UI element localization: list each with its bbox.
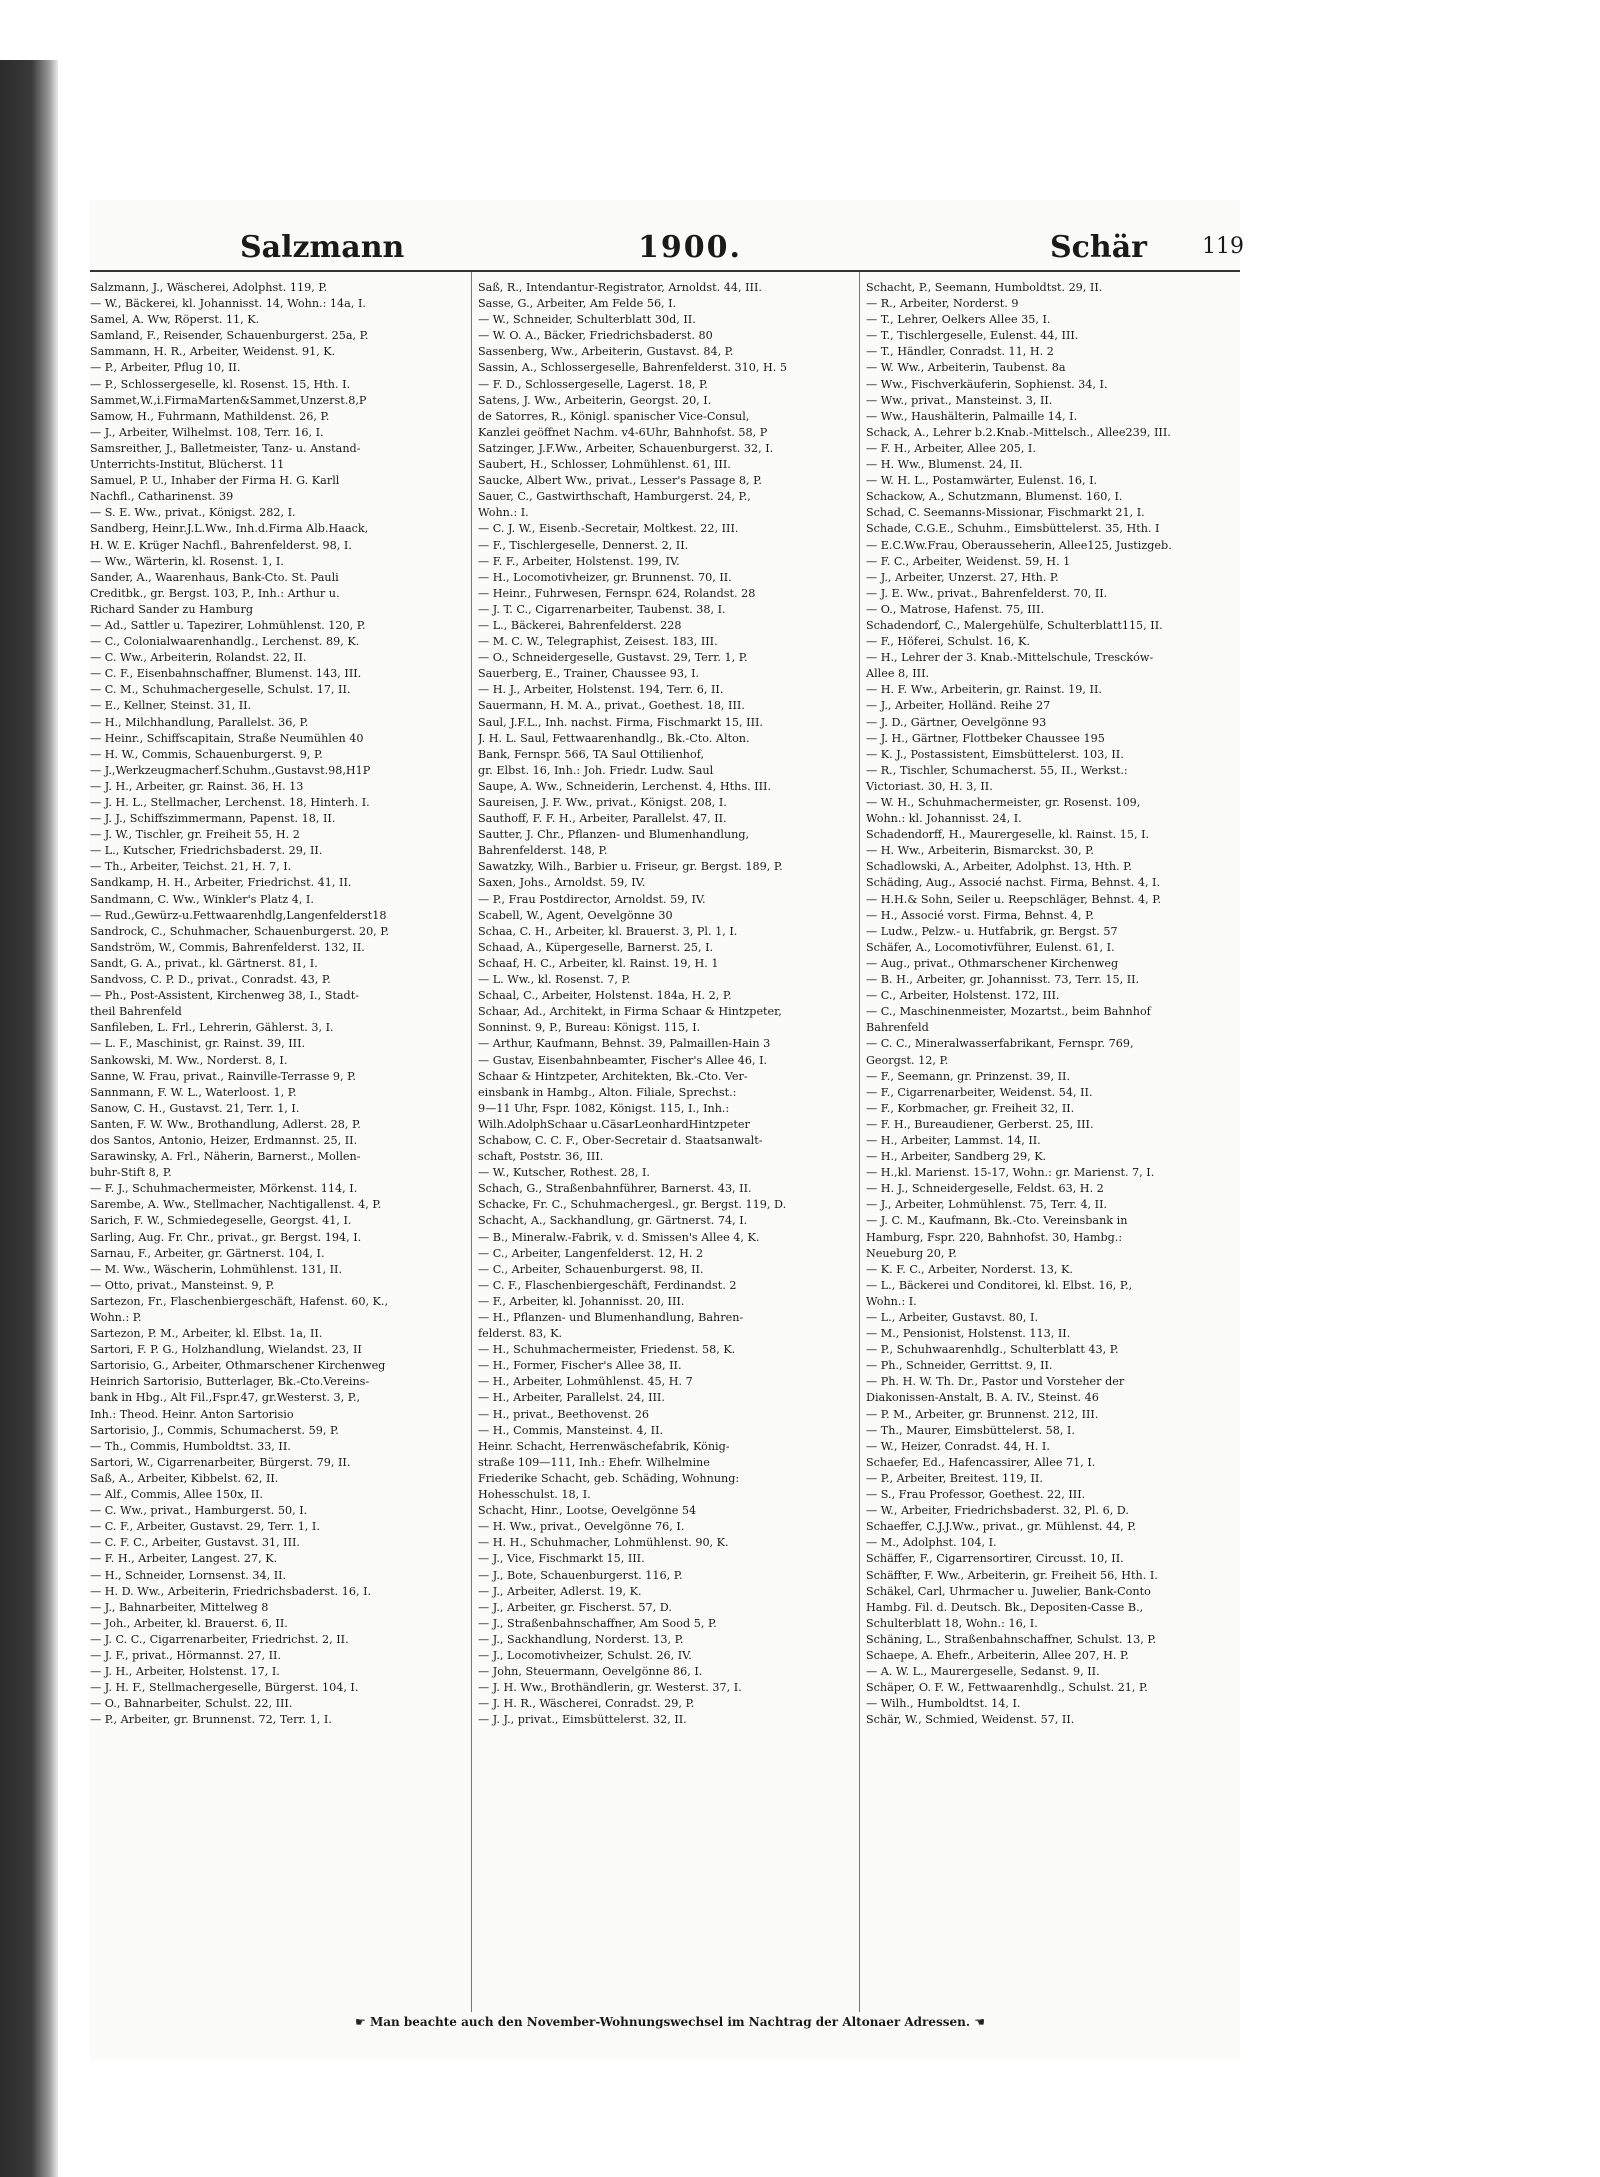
directory-entry: Wilh.AdolphSchaar u.CäsarLeonhardHintzpeter — [478, 1117, 750, 1131]
directory-entry: Sandkamp, H. H., Arbeiter, Friedrichst. 41, II. — [90, 876, 352, 890]
directory-entry: — P., Frau Postdirector, Arnoldst. 59, IV. — [478, 892, 706, 906]
directory-entry: Schulterblatt 18, Wohn.: 16, I. — [866, 1616, 1038, 1630]
directory-entry: — H., Pflanzen- und Blumenhandlung, Bahren- — [478, 1311, 744, 1324]
directory-entry: — H. Ww., privat., Oevelgönne 76, I. — [478, 1520, 685, 1534]
directory-entry: Heinrich Sartorisio, Butterlager, Bk.-Cto.Vereins- — [90, 1375, 370, 1389]
header-year: 1900. — [638, 230, 742, 265]
directory-entry: — J. W., Tischler, gr. Freiheit 55, H. 2 — [90, 828, 300, 842]
header-left-keyword: Salzmann — [240, 230, 405, 265]
directory-entry: — E.C.Ww.Frau, Oberausseherin, Allee125, Justizgeb. — [866, 538, 1172, 552]
directory-entry: Diakonissen-Anstalt, B. A. IV., Steinst. 46 — [866, 1391, 1099, 1405]
directory-entry: — C. F. C., Arbeiter, Gustavst. 31, III. — [90, 1536, 300, 1550]
directory-entry: — C., Maschinenmeister, Mozartst., beim Bahnhof — [866, 1005, 1151, 1019]
directory-entry: Sammann, H. R., Arbeiter, Weidenst. 91, K. — [90, 345, 336, 359]
directory-entry: — S., Frau Professor, Goethest. 22, III. — [866, 1488, 1086, 1502]
directory-entry: Schäding, Aug., Associé nachst. Firma, Behnst. 4, I. — [866, 876, 1161, 890]
directory-entry: — J.,Werkzeugmacherf.Schuhm.,Gustavst.98,H1P — [90, 763, 371, 777]
directory-entry: — Ww., privat., Mansteinst. 3, II. — [866, 393, 1053, 407]
directory-entry: Sartezon, P. M., Arbeiter, kl. Elbst. 1a, II. — [90, 1327, 323, 1341]
directory-entry: — C., Arbeiter, Schauenburgerst. 98, II. — [478, 1262, 704, 1276]
directory-entry: Schäper, O. F. W., Fettwaarenhdlg., Schulst. 21, P. — [866, 1681, 1148, 1695]
directory-entry: bank in Hbg., Alt Fil.,Fspr.47, gr.Westerst. 3, P., — [90, 1391, 361, 1405]
directory-entry: — J. D., Gärtner, Oevelgönne 93 — [866, 715, 1047, 729]
directory-entry: Samel, A. Ww, Röperst. 11, K. — [90, 313, 260, 327]
directory-entry: — Rud.,Gewürz-u.Fettwaarenhdlg,Langenfelderst18 — [90, 908, 387, 922]
directory-entry: Sassin, A., Schlossergeselle, Bahrenfelderst. 310, H. 5 — [478, 361, 787, 375]
directory-entry: Schaefer, Ed., Hafencassirer, Allee 71, I. — [866, 1455, 1096, 1469]
directory-entry: — H. D. Ww., Arbeiterin, Friedrichsbaderst. 16, I. — [90, 1584, 372, 1598]
directory-entry: — H. F. Ww., Arbeiterin, gr. Rainst. 19, II. — [866, 683, 1102, 697]
pointing-hand-icon: ☚ — [974, 2015, 985, 2029]
directory-entry: Georgst. 12, P. — [866, 1053, 949, 1067]
directory-entry: Sannmann, F. W. L., Waterloost. 1, P. — [90, 1085, 297, 1099]
directory-entry: H. W. E. Krüger Nachfl., Bahrenfelderst. 98, I. — [90, 538, 352, 552]
directory-entry: — Heinr., Fuhrwesen, Fernspr. 624, Rolandst. 28 — [478, 586, 756, 600]
directory-entry: — P., Arbeiter, Pflug 10, II. — [90, 361, 241, 375]
address-column-3 — [866, 280, 1238, 1728]
directory-entry: — C. F., Flaschenbiergeschäft, Ferdinandst. 2 — [478, 1278, 737, 1292]
directory-entry: Schäfer, A., Locomotivführer, Eulenst. 61, I. — [866, 940, 1115, 954]
directory-entry: — J., Arbeiter, gr. Fischerst. 57, D. — [478, 1600, 672, 1614]
directory-entry: Bahrenfelderst. 148, P. — [478, 844, 608, 858]
directory-entry: — J. C. M., Kaufmann, Bk.-Cto. Vereinsbank in — [866, 1214, 1128, 1228]
directory-entry: Saupe, A. Ww., Schneiderin, Lerchenst. 4, Hths. III. — [478, 779, 772, 793]
directory-entry: Wohn.: I. — [478, 506, 529, 520]
directory-entry: Saul, J.F.L., Inh. nachst. Firma, Fischmarkt 15, III. — [478, 715, 763, 729]
directory-entry: Sammet,W.,i.FirmaMarten&Sammet,Unzerst.8,P — [90, 393, 367, 407]
directory-entry: Sartorisio, J., Commis, Schumacherst. 59, P. — [90, 1423, 339, 1437]
directory-entry: Allee 8, III. — [866, 667, 930, 681]
directory-entry: — J., Bote, Schauenburgerst. 116, P. — [478, 1568, 683, 1582]
directory-entry: Sauthoff, F. F. H., Arbeiter, Parallelst. 47, II. — [478, 812, 727, 826]
directory-entry: Sartorisio, G., Arbeiter, Othmarschener Kirchenweg — [90, 1359, 386, 1373]
directory-entry: Saubert, H., Schlosser, Lohmühlenst. 61, III. — [478, 458, 731, 472]
directory-entry: 9—11 Uhr, Fspr. 1082, Königst. 115, I., Inh.: — [478, 1101, 730, 1115]
directory-entry: — F., Cigarrenarbeiter, Weidenst. 54, II. — [866, 1085, 1093, 1099]
directory-entry: — Ph., Post-Assistent, Kirchenweg 38, I., Stadt- — [90, 989, 359, 1003]
directory-entry: — L., Bäckerei und Conditorei, kl. Elbst. 16, P., — [866, 1278, 1133, 1292]
directory-entry: — J., Bahnarbeiter, Mittelweg 8 — [90, 1600, 269, 1614]
page-footer-note — [170, 2015, 1170, 2029]
directory-entry: Unterrichts-Institut, Blücherst. 11 — [90, 458, 285, 472]
directory-entry: Sauer, C., Gastwirthschaft, Hamburgerst. 24, P., — [478, 490, 751, 504]
directory-entry: Satzinger, J.F.Ww., Arbeiter, Schauenburgerst. 32, I. — [478, 441, 774, 455]
directory-entry: — W. Ww., Arbeiterin, Taubenst. 8a — [866, 361, 1066, 375]
directory-entry: Heinr. Schacht, Herrenwäschefabrik, König- — [478, 1439, 730, 1453]
directory-entry: — T., Händler, Conradst. 11, H. 2 — [866, 345, 1054, 359]
directory-entry: — J. F., privat., Hörmannst. 27, II. — [90, 1648, 282, 1662]
directory-entry: — J., Arbeiter, Holländ. Reihe 27 — [866, 699, 1051, 713]
directory-entry: Sarembe, A. Ww., Stellmacher, Nachtigallenst. 4, P. — [90, 1198, 382, 1212]
directory-entry: Saucke, Albert Ww., privat., Lesser's Passage 8, P. — [478, 474, 762, 488]
scan-top-margin — [0, 0, 1600, 60]
directory-entry: Bank, Fernspr. 566, TA Saul Ottilienhof, — [478, 747, 705, 761]
directory-entry: — M. C. W., Telegraphist, Zeisest. 183, III. — [478, 635, 718, 649]
directory-entry: — Ludw., Pelzw.- u. Hutfabrik, gr. Bergst. 57 — [866, 924, 1118, 938]
directory-entry: Victoriast. 30, H. 3, II. — [866, 779, 993, 793]
directory-entry: — W., Schneider, Schulterblatt 30d, II. — [478, 313, 696, 327]
directory-entry: Schäffter, F. Ww., Arbeiterin, gr. Freiheit 56, Hth. I. — [866, 1568, 1158, 1582]
directory-entry: Scabell, W., Agent, Oevelgönne 30 — [478, 908, 673, 922]
directory-entry: — J., Arbeiter, Adlerst. 19, K. — [478, 1584, 642, 1598]
directory-entry: Inh.: Theod. Heinr. Anton Sartorisio — [90, 1407, 294, 1421]
directory-entry: — R., Arbeiter, Norderst. 9 — [866, 297, 1019, 311]
directory-entry: Schäning, L., Straßenbahnschaffner, Schulst. 13, P. — [866, 1632, 1157, 1646]
directory-entry: — L., Kutscher, Friedrichsbaderst. 29, II. — [90, 844, 323, 858]
directory-entry: Sartori, W., Cigarrenarbeiter, Bürgerst. 79, II. — [90, 1455, 351, 1469]
address-column-1 — [90, 280, 462, 1728]
directory-entry: — T., Tischlergeselle, Eulenst. 44, III. — [866, 329, 1079, 343]
directory-entry: Salzmann, J., Wäscherei, Adolphst. 119, P. — [90, 281, 328, 294]
directory-entry: — H., Arbeiter, Lohmühlenst. 45, H. 7 — [478, 1375, 693, 1389]
directory-entry: Saß, R., Intendantur-Registrator, Arnoldst. 44, III. — [478, 281, 762, 294]
directory-entry: — B., Mineralw.-Fabrik, v. d. Smissen's Allee 4, K. — [478, 1230, 760, 1244]
directory-entry: — W., Kutscher, Rothest. 28, I. — [478, 1166, 650, 1180]
directory-entry: — J., Arbeiter, Wilhelmst. 108, Terr. 16, I. — [90, 425, 324, 439]
directory-entry: — F., Seemann, gr. Prinzenst. 39, II. — [866, 1069, 1070, 1083]
directory-entry: — M., Adolphst. 104, I. — [866, 1536, 997, 1550]
directory-entry: — John, Steuermann, Oevelgönne 86, I. — [478, 1665, 703, 1679]
directory-entry: Wohn.: kl. Johannisst. 24, I. — [866, 812, 1022, 826]
directory-entry: — B. H., Arbeiter, gr. Johannisst. 73, Terr. 15, II. — [866, 973, 1140, 987]
directory-entry: Schadendorff, H., Maurergeselle, kl. Rainst. 15, I. — [866, 828, 1150, 842]
directory-entry: Schäffer, F., Cigarrensortirer, Circusst. 10, II. — [866, 1552, 1124, 1566]
directory-entry: — W. H. L., Postamwärter, Eulenst. 16, I. — [866, 474, 1098, 488]
directory-entry: Sandt, G. A., privat., kl. Gärtnerst. 81, I. — [90, 956, 318, 970]
directory-entry: — F. F., Arbeiter, Holstenst. 199, IV. — [478, 554, 680, 568]
directory-entry: — J., Straßenbahnschaffner, Am Sood 5, P. — [478, 1616, 717, 1630]
directory-entry: — C. J. W., Eisenb.-Secretair, Moltkest. 22, III. — [478, 522, 739, 536]
directory-entry: Kanzlei geöffnet Nachm. v4-6Uhr, Bahnhofst. 58, P — [478, 425, 768, 439]
directory-entry: Schack, A., Lehrer b.2.Knab.-Mittelsch., Allee239, III. — [866, 425, 1171, 439]
directory-entry: Sander, A., Waarenhaus, Bank-Cto. St. Pauli — [90, 570, 339, 584]
directory-entry: Schäkel, Carl, Uhrmacher u. Juwelier, Bank-Conto — [866, 1584, 1151, 1598]
directory-entry: — C., Arbeiter, Holstenst. 172, III. — [866, 989, 1060, 1003]
directory-entry: — C., Arbeiter, Langenfelderst. 12, H. 2 — [478, 1246, 704, 1260]
directory-entry: — Alf., Commis, Allee 150x, II. — [90, 1488, 263, 1502]
directory-entry: Sauerberg, E., Trainer, Chaussee 93, I. — [478, 667, 700, 681]
header-right-keyword: Schär — [1050, 230, 1147, 265]
directory-entry: — A. W. L., Maurergeselle, Sedanst. 9, II. — [866, 1665, 1100, 1679]
directory-entry: — T., Lehrer, Oelkers Allee 35, I. — [866, 313, 1051, 327]
directory-entry: — S. E. Ww., privat., Königst. 282, I. — [90, 506, 296, 520]
directory-entry: — Aug., privat., Othmarschener Kirchenweg — [866, 956, 1119, 970]
directory-entry: — P. M., Arbeiter, gr. Brunnenst. 212, III. — [866, 1407, 1099, 1421]
directory-entry: de Satorres, R., Königl. spanischer Vice-Consul, — [478, 409, 750, 423]
directory-entry: Hambg. Fil. d. Deutsch. Bk., Depositen-Casse B., — [866, 1600, 1144, 1614]
directory-entry: schaft, Poststr. 36, III. — [478, 1150, 604, 1164]
footer-text: Man beachte auch den November-Wohnungswechsel im Nachtrag der Altonaer Adressen. — [369, 2015, 971, 2029]
directory-entry: theil Bahrenfeld — [90, 1005, 182, 1019]
directory-entry: — H., Arbeiter, Sandberg 29, K. — [866, 1150, 1047, 1164]
directory-entry: Sassenberg, Ww., Arbeiterin, Gustavst. 84, P. — [478, 345, 734, 359]
directory-entry: — C. M., Schuhmachergeselle, Schulst. 17, II. — [90, 683, 351, 697]
directory-page — [90, 200, 1244, 2060]
directory-entry: — H., Arbeiter, Parallelst. 24, III. — [478, 1391, 665, 1405]
directory-entry: — O., Schneidergeselle, Gustavst. 29, Terr. 1, P. — [478, 651, 748, 665]
directory-entry: — M., Pensionist, Holstenst. 113, II. — [866, 1327, 1071, 1341]
directory-entry: — F., Arbeiter, kl. Johannisst. 20, III. — [478, 1294, 685, 1308]
directory-entry: J. H. L. Saul, Fettwaarenhandlg., Bk.-Cto. Alton. — [478, 731, 750, 745]
directory-entry: Saß, A., Arbeiter, Kibbelst. 62, II. — [90, 1471, 279, 1485]
directory-entry: — W., Bäckerei, kl. Johannisst. 14, Wohn.: 14a, I. — [90, 297, 366, 311]
column-divider — [471, 272, 472, 2012]
directory-entry: Schacht, P., Seemann, Humboldtst. 29, II. — [866, 281, 1103, 294]
directory-entry: Schacke, Fr. C., Schuhmachergesl., gr. Bergst. 119, D. — [478, 1198, 787, 1212]
directory-entry: buhr-Stift 8, P. — [90, 1166, 172, 1180]
directory-entry: — Otto, privat., Mansteinst. 9, P. — [90, 1278, 275, 1292]
directory-entry: felderst. 83, K. — [478, 1327, 563, 1341]
directory-entry: Wohn.: P. — [90, 1311, 142, 1324]
directory-entry: Sanfileben, L. Frl., Lehrerin, Gählerst. 3, I. — [90, 1021, 334, 1035]
directory-entry: — L. F., Maschinist, gr. Rainst. 39, III. — [90, 1037, 306, 1051]
directory-entry: Samow, H., Fuhrmann, Mathildenst. 26, P. — [90, 409, 330, 423]
directory-entry: — C. C., Mineralwasserfabrikant, Fernspr. 769, — [866, 1037, 1134, 1051]
directory-entry: — H. W., Commis, Schauenburgerst. 9, P. — [90, 747, 323, 761]
directory-entry: — P., Schuhwaarenhdlg., Schulterblatt 43, P. — [866, 1343, 1119, 1357]
column-divider — [859, 272, 860, 2012]
directory-entry: — H., Former, Fischer's Allee 38, II. — [478, 1359, 682, 1373]
directory-entry: — F. H., Bureaudiener, Gerberst. 25, III. — [866, 1117, 1094, 1131]
directory-entry: Sanne, W. Frau, privat., Rainville-Terrasse 9, P. — [90, 1069, 356, 1083]
directory-entry: — H. Ww., Blumenst. 24, II. — [866, 458, 1023, 472]
directory-entry: Sarling, Aug. Fr. Chr., privat., gr. Bergst. 194, I. — [90, 1230, 362, 1244]
directory-entry: Saxen, Johs., Arnoldst. 59, IV. — [478, 876, 646, 890]
directory-entry: Sawatzky, Wilh., Barbier u. Friseur, gr. Bergst. 189, P. — [478, 860, 783, 874]
directory-entry: — J., Arbeiter, Unzerst. 27, Hth. P. — [866, 570, 1059, 584]
directory-entry: — P., Arbeiter, gr. Brunnenst. 72, Terr. 1, I. — [90, 1713, 332, 1727]
directory-entry: — L. Ww., kl. Rosenst. 7, P. — [478, 973, 631, 987]
book-spine-shadow — [0, 60, 58, 2177]
directory-entry: Samsreither, J., Balletmeister, Tanz- u. Anstand- — [90, 441, 361, 455]
directory-entry: Bahrenfeld — [866, 1021, 929, 1035]
directory-entry: — W. H., Schuhmachermeister, gr. Rosenst. 109, — [866, 796, 1141, 809]
directory-entry: — J. E. Ww., privat., Bahrenfelderst. 70, II. — [866, 586, 1108, 600]
directory-entry: Sandström, W., Commis, Bahrenfelderst. 132, II. — [90, 940, 365, 954]
directory-entry: Sasse, G., Arbeiter, Am Felde 56, I. — [478, 297, 677, 311]
directory-entry: — Wilh., Humboldtst. 14, I. — [866, 1697, 1021, 1711]
directory-entry: — Th., Arbeiter, Teichst. 21, H. 7, I. — [90, 860, 292, 874]
directory-entry: — J. J., Schiffszimmermann, Papenst. 18, II. — [90, 812, 336, 826]
directory-entry: Richard Sander zu Hamburg — [90, 602, 253, 616]
directory-entry: — H., Arbeiter, Lammst. 14, II. — [866, 1133, 1041, 1147]
directory-entry: — F. C., Arbeiter, Weidenst. 59, H. 1 — [866, 554, 1071, 568]
directory-entry: Samuel, P. U., Inhaber der Firma H. G. Karll — [90, 474, 340, 488]
directory-entry: Sauermann, H. M. A., privat., Goethest. 18, III. — [478, 699, 745, 713]
directory-entry: — J., Locomotivheizer, Schulst. 26, IV. — [478, 1648, 692, 1662]
directory-entry: Schade, C.G.E., Schuhm., Eimsbüttelerst. 35, Hth. I — [866, 522, 1160, 536]
directory-entry: — Th., Commis, Humboldtst. 33, II. — [90, 1439, 291, 1453]
directory-entry: — R., Tischler, Schumacherst. 55, II., Werkst.: — [866, 763, 1128, 777]
directory-entry: — H., Schuhmachermeister, Friedenst. 58, K. — [478, 1343, 736, 1357]
directory-entry: — F., Tischlergeselle, Dennerst. 2, II. — [478, 538, 689, 552]
directory-entry: — J., Vice, Fischmarkt 15, III. — [478, 1552, 645, 1566]
directory-entry: Sartezon, Fr., Flaschenbiergeschäft, Hafenst. 60, K., — [90, 1294, 389, 1308]
directory-entry: — P., Schlossergeselle, kl. Rosenst. 15, Hth. I. — [90, 377, 351, 391]
directory-entry: — J. H. Ww., Brothändlerin, gr. Westerst. 37, I. — [478, 1681, 742, 1695]
directory-entry: — H., Locomotivheizer, gr. Brunnenst. 70, II. — [478, 570, 732, 584]
directory-entry: Sarawinsky, A. Frl., Näherin, Barnerst., Mollen- — [90, 1150, 361, 1164]
directory-entry: Schaar, Ad., Architekt, in Firma Schaar & Hintzpeter, — [478, 1005, 782, 1019]
directory-entry: Schadlowski, A., Arbeiter, Adolphst. 13, Hth. P. — [866, 860, 1132, 874]
directory-entry: Schacht, Hinr., Lootse, Oevelgönne 54 — [478, 1504, 697, 1518]
directory-entry: — J. H. L., Stellmacher, Lerchenst. 18, Hinterh. I. — [90, 796, 370, 809]
directory-entry: — M. Ww., Wäscherin, Lohmühlenst. 131, II. — [90, 1262, 343, 1276]
directory-entry: — L., Arbeiter, Gustavst. 80, I. — [866, 1311, 1039, 1324]
pointing-hand-icon: ☛ — [354, 2015, 366, 2029]
directory-entry: gr. Elbst. 16, Inh.: Joh. Friedr. Ludw. Saul — [478, 763, 714, 777]
page-header — [90, 230, 1244, 270]
directory-entry: — J. H. F., Stellmachergeselle, Bürgerst. 104, I. — [90, 1681, 359, 1695]
directory-entry: — Ph. H. W. Th. Dr., Pastor und Vorsteher der — [866, 1375, 1125, 1389]
directory-entry: — C. Ww., privat., Hamburgerst. 50, I. — [90, 1504, 308, 1518]
header-rule — [90, 270, 1240, 272]
directory-entry: — P., Arbeiter, Breitest. 119, II. — [866, 1471, 1043, 1485]
directory-entry: — Ww., Haushälterin, Palmaille 14, I. — [866, 409, 1078, 423]
directory-entry: Sandmann, C. Ww., Winkler's Platz 4, I. — [90, 892, 314, 906]
directory-entry: — C. Ww., Arbeiterin, Rolandst. 22, II. — [90, 651, 307, 665]
directory-entry: Neueburg 20, P. — [866, 1246, 957, 1260]
directory-entry: Sautter, J. Chr., Pflanzen- und Blumenhandlung, — [478, 828, 750, 842]
directory-entry: — W. O. A., Bäcker, Friedrichsbaderst. 80 — [478, 329, 713, 343]
directory-entry: Hamburg, Fspr. 220, Bahnhofst. 30, Hambg.: — [866, 1230, 1123, 1244]
directory-entry: Schaar & Hintzpeter, Architekten, Bk.-Cto. Ver- — [478, 1069, 748, 1083]
directory-entry: — O., Matrose, Hafenst. 75, III. — [866, 602, 1045, 616]
directory-entry: Schabow, C. C. F., Ober-Secretair d. Staatsanwalt- — [478, 1133, 763, 1147]
directory-entry: Sandvoss, C. P. D., privat., Conradst. 43, P. — [90, 973, 331, 987]
directory-entry: — J. H., Gärtner, Flottbeker Chaussee 195 — [866, 731, 1105, 745]
directory-entry: Sandberg, Heinr.J.L.Ww., Inh.d.Firma Alb.Haack, — [90, 522, 369, 536]
directory-entry: Schaad, A., Küpergeselle, Barnerst. 25, I. — [478, 940, 714, 954]
directory-entry: — J. J., privat., Eimsbüttelerst. 32, II. — [478, 1713, 687, 1727]
directory-entry: dos Santos, Antonio, Heizer, Erdmannst. 25, II. — [90, 1133, 358, 1147]
directory-entry: — Gustav, Eisenbahnbeamter, Fischer's Allee 46, I. — [478, 1053, 768, 1067]
directory-entry: Schaaf, H. C., Arbeiter, kl. Rainst. 19, H. 1 — [478, 956, 719, 970]
directory-entry: — H. J., Arbeiter, Holstenst. 194, Terr. 6, II. — [478, 683, 724, 697]
directory-entry: — Ph., Schneider, Gerrittst. 9, II. — [866, 1359, 1053, 1373]
directory-entry: Schaepe, A. Ehefr., Arbeiterin, Allee 207, H. P. — [866, 1648, 1129, 1662]
directory-entry: — H., privat., Beethovenst. 26 — [478, 1407, 650, 1421]
directory-entry: — H.H.& Sohn, Seiler u. Reepschläger, Behnst. 4, P. — [866, 892, 1162, 906]
directory-entry: Schaeffer, C.J.J.Ww., privat., gr. Mühlenst. 44, P. — [866, 1520, 1137, 1534]
directory-entry: Sankowski, M. Ww., Norderst. 8, I. — [90, 1053, 288, 1067]
directory-entry: — J. C. C., Cigarrenarbeiter, Friedrichst. 2, II. — [90, 1632, 349, 1646]
directory-entry: Nachfl., Catharinenst. 39 — [90, 490, 234, 504]
directory-entry: — Ww., Fischverkäuferin, Sophienst. 34, I. — [866, 377, 1108, 391]
directory-entry: — H., Associé vorst. Firma, Behnst. 4, P. — [866, 908, 1094, 922]
directory-entry: Sanow, C. H., Gustavst. 21, Terr. 1, I. — [90, 1101, 300, 1115]
directory-entry: Sandrock, C., Schuhmacher, Schauenburgerst. 20, P. — [90, 924, 390, 938]
directory-entry: Samland, F., Reisender, Schauenburgerst. 25a, P. — [90, 329, 369, 343]
directory-entry: — H., Lehrer der 3. Knab.-Mittelschule, Trescków- — [866, 651, 1154, 665]
directory-entry: Schär, W., Schmied, Weidenst. 57, II. — [866, 1713, 1075, 1727]
directory-entry: Sarnau, F., Arbeiter, gr. Gärtnerst. 104, I. — [90, 1246, 325, 1260]
directory-entry: — W., Arbeiter, Friedrichsbaderst. 32, Pl. 6, D. — [866, 1504, 1129, 1518]
directory-entry: — C. F., Arbeiter, Gustavst. 29, Terr. 1, I. — [90, 1520, 320, 1534]
directory-entry: Schacht, A., Sackhandlung, gr. Gärtnerst. 74, I. — [478, 1214, 748, 1228]
directory-entry: einsbank in Hambg., Alton. Filiale, Sprechst.: — [478, 1085, 737, 1099]
directory-entry: Schaal, C., Arbeiter, Holstenst. 184a, H. 2, P. — [478, 989, 732, 1003]
directory-entry: — F., Korbmacher, gr. Freiheit 32, II. — [866, 1101, 1075, 1115]
directory-entry: — J., Sackhandlung, Norderst. 13, P. — [478, 1632, 684, 1646]
directory-entry: Wohn.: I. — [866, 1294, 917, 1308]
directory-entry: — H. J., Schneidergeselle, Feldst. 63, H. 2 — [866, 1182, 1104, 1196]
directory-entry: — K. F. C., Arbeiter, Norderst. 13, K. — [866, 1262, 1073, 1276]
directory-entry: — C. F., Eisenbahnschaffner, Blumenst. 143, III. — [90, 667, 362, 681]
directory-entry: — F. D., Schlossergeselle, Lagerst. 18, P. — [478, 377, 708, 391]
directory-entry: — Th., Maurer, Eimsbüttelerst. 58, I. — [866, 1423, 1075, 1437]
directory-entry: — J. T. C., Cigarrenarbeiter, Taubenst. 38, I. — [478, 602, 726, 616]
directory-entry: Schach, G., Straßenbahnführer, Barnerst. 43, II. — [478, 1182, 752, 1196]
directory-entry: — L., Bäckerei, Bahrenfelderst. 228 — [478, 618, 682, 632]
directory-entry: Creditbk., gr. Bergst. 103, P., Inh.: Arthur u. — [90, 586, 340, 600]
directory-entry: — F. H., Arbeiter, Allee 205, I. — [866, 441, 1036, 455]
directory-entry: — Joh., Arbeiter, kl. Brauerst. 6, II. — [90, 1616, 288, 1630]
directory-entry: — H.,kl. Marienst. 15-17, Wohn.: gr. Marienst. 7, I. — [866, 1166, 1155, 1180]
directory-entry: — H., Schneider, Lornsenst. 34, II. — [90, 1568, 287, 1582]
directory-entry: Schad, C. Seemanns-Missionar, Fischmarkt 21, I. — [866, 506, 1145, 520]
directory-entry: — Heinr., Schiffscapitain, Straße Neumühlen 40 — [90, 731, 364, 745]
directory-entry: Sarich, F. W., Schmiedegeselle, Georgst. 41, I. — [90, 1214, 352, 1228]
directory-entry: — H., Milchhandlung, Parallelst. 36, P. — [90, 715, 309, 729]
directory-entry: Schackow, A., Schutzmann, Blumenst. 160, I. — [866, 490, 1123, 504]
directory-entry: — C., Colonialwaarenhandlg., Lerchenst. 89, K. — [90, 635, 360, 649]
directory-entry: Schadendorf, C., Malergehülfe, Schulterblatt115, II. — [866, 618, 1163, 632]
directory-entry: — W., Heizer, Conradst. 44, H. I. — [866, 1439, 1050, 1453]
directory-entry: — Ad., Sattler u. Tapezirer, Lohmühlenst. 120, P. — [90, 618, 366, 632]
directory-entry: Hohesschulst. 18, I. — [478, 1488, 591, 1502]
directory-entry: — H., Commis, Mansteinst. 4, II. — [478, 1423, 664, 1437]
directory-entry: Satens, J. Ww., Arbeiterin, Georgst. 20, I. — [478, 393, 712, 407]
directory-entry: — F. H., Arbeiter, Langest. 27, K. — [90, 1552, 278, 1566]
directory-entry: — J. H. R., Wäscherei, Conradst. 29, P. — [478, 1697, 695, 1711]
address-column-2 — [478, 280, 850, 1728]
directory-entry: Saureisen, J. F. Ww., privat., Königst. 208, I. — [478, 796, 727, 809]
directory-entry: — K. J., Postassistent, Eimsbüttelerst. 103, II. — [866, 747, 1124, 761]
directory-entry: straße 109—111, Inh.: Ehefr. Wilhelmine — [478, 1455, 710, 1469]
directory-entry: Sonninst. 9, P., Bureau: Königst. 115, I. — [478, 1021, 701, 1035]
directory-entry: — E., Kellner, Steinst. 31, II. — [90, 699, 252, 713]
directory-entry: — F. J., Schuhmachermeister, Mörkenst. 114, I. — [90, 1182, 358, 1196]
directory-entry: Sartori, F. P. G., Holzhandlung, Wielandst. 23, II — [90, 1343, 362, 1357]
directory-entry: — Ww., Wärterin, kl. Rosenst. 1, I. — [90, 554, 284, 568]
directory-entry: — H. Ww., Arbeiterin, Bismarckst. 30, P. — [866, 844, 1094, 858]
directory-entry: Santen, F. W. Ww., Brothandlung, Adlerst. 28, P. — [90, 1117, 361, 1131]
directory-entry: — Arthur, Kaufmann, Behnst. 39, Palmaillen-Hain 3 — [478, 1037, 771, 1051]
directory-entry: Friederike Schacht, geb. Schäding, Wohnung: — [478, 1471, 740, 1485]
directory-entry: — F., Höferei, Schulst. 16, K. — [866, 635, 1030, 649]
directory-entry: — J. H., Arbeiter, gr. Rainst. 36, H. 13 — [90, 779, 304, 793]
page-number: 119 — [1202, 234, 1244, 259]
directory-entry: Schaa, C. H., Arbeiter, kl. Brauerst. 3, Pl. 1, I. — [478, 924, 738, 938]
directory-entry: — H. H., Schuhmacher, Lohmühlenst. 90, K. — [478, 1536, 729, 1550]
directory-entry: — J., Arbeiter, Lohmühlenst. 75, Terr. 4, II. — [866, 1198, 1108, 1212]
directory-entry: — O., Bahnarbeiter, Schulst. 22, III. — [90, 1697, 293, 1711]
directory-entry: — J. H., Arbeiter, Holstenst. 17, I. — [90, 1665, 280, 1679]
